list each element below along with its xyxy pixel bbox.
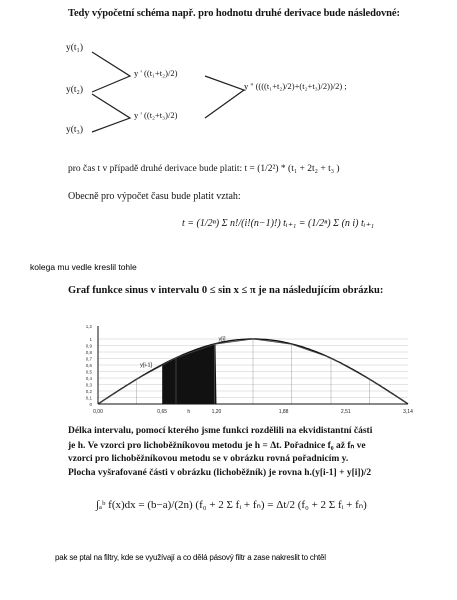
graph-title: Graf funkce sinus v intervalu 0 ≤ sin x ≤ π je na následujícím obrázku: — [68, 285, 384, 296]
y-tick-label: 0,1 — [85, 395, 92, 401]
scheme-y1: y(t₁) — [66, 43, 84, 53]
scheme-y2: y(t₂) — [66, 85, 84, 95]
scheme-derivative-12: y ' ((t₁+t₂)/2) — [134, 68, 178, 78]
paragraph-line-1: Délka intervalu, pomocí kterého jsme funkci rozdělili na ekvidistantní části — [68, 426, 373, 436]
x-tick-label: 1,88 — [278, 409, 289, 415]
y-tick-label: 0,4 — [85, 376, 92, 381]
note-bottom: pak se ptal na filtry, kde se využívají a co dělá pásový filtr a zase nakreslit to chtěl — [55, 553, 326, 562]
sine-chart — [70, 318, 415, 418]
paragraph-line-4: Plocha vyšrafované části v obrázku (lichoběžník) je rovna h.(y[i-1] + y[i])/2 — [68, 468, 372, 478]
integral-formula: ∫ₐᵇ f(x)dx = (b−a)/(2n) (f₀ + 2 Σ fᵢ + fₙ) = Δt/2 (f₀ + 2 Σ fᵢ + fₙ) — [96, 499, 367, 511]
note-top: kolega mu vedle kreslil tohle — [30, 262, 137, 272]
x-tick-label: 0,65 — [157, 409, 168, 415]
general-formula: t = (1/2ⁿ) Σ n!/(i!(n−1)!) tᵢ₊₁ = (1/2ⁿ) Σ (n i) tᵢ₊₁ — [182, 218, 375, 229]
y-tick-label: 0,6 — [85, 363, 92, 368]
y-tick-label: 0,5 — [85, 369, 92, 375]
y-tick-label: 0,3 — [85, 382, 92, 388]
label-yi-minus-1: y[i-1] — [140, 362, 153, 369]
x-tick-label: 0,00 — [93, 409, 103, 415]
scheme-second-derivative: y '' ((((t₁+t₂)/2)+(t₂+t₃)/2))/2) ; — [244, 81, 347, 91]
paragraph-line-2: je h. Ve vzorci pro lichoběžníkovou metodu je h = Δt. Pořadnice f₀ až fₙ ve — [68, 441, 366, 451]
time-formula-line: pro čas t v případě druhé derivace bude platit: t = (1/2²) * (t₁ + 2t₂ + t₃ ) — [68, 164, 340, 174]
y-tick-label: 1 — [89, 337, 92, 342]
scheme-y3: y(t₃) — [66, 125, 84, 135]
intro-text: Tedy výpočetní schéma např. pro hodnotu druhé derivace bude následovné: — [68, 8, 400, 19]
general-formula-intro: Obecně pro výpočet času bude platit vztah: — [68, 191, 241, 202]
label-yi: y[i] — [218, 336, 226, 343]
x-tick-label: 3,14 — [403, 409, 413, 415]
y-tick-label: 0,9 — [85, 343, 92, 349]
paragraph-line-3: vzorci pro lichoběžníkovou metodu se v obrázku rovná pořadnicím y. — [68, 454, 349, 464]
y-tick-label: 0 — [89, 402, 92, 407]
y-tick-label: 0,8 — [85, 350, 92, 355]
x-tick-label: h — [187, 409, 191, 415]
x-tick-label: 2,51 — [340, 409, 351, 415]
x-tick-label: 1,20 — [211, 409, 222, 415]
scheme-derivative-23: y ' ((t₂+t₃)/2) — [134, 110, 178, 120]
y-tick-label: 0,2 — [85, 389, 92, 394]
scheme-arrows — [0, 0, 457, 150]
y-tick-label: 0,7 — [85, 356, 92, 362]
y-tick-label: 1,2 — [85, 324, 92, 329]
